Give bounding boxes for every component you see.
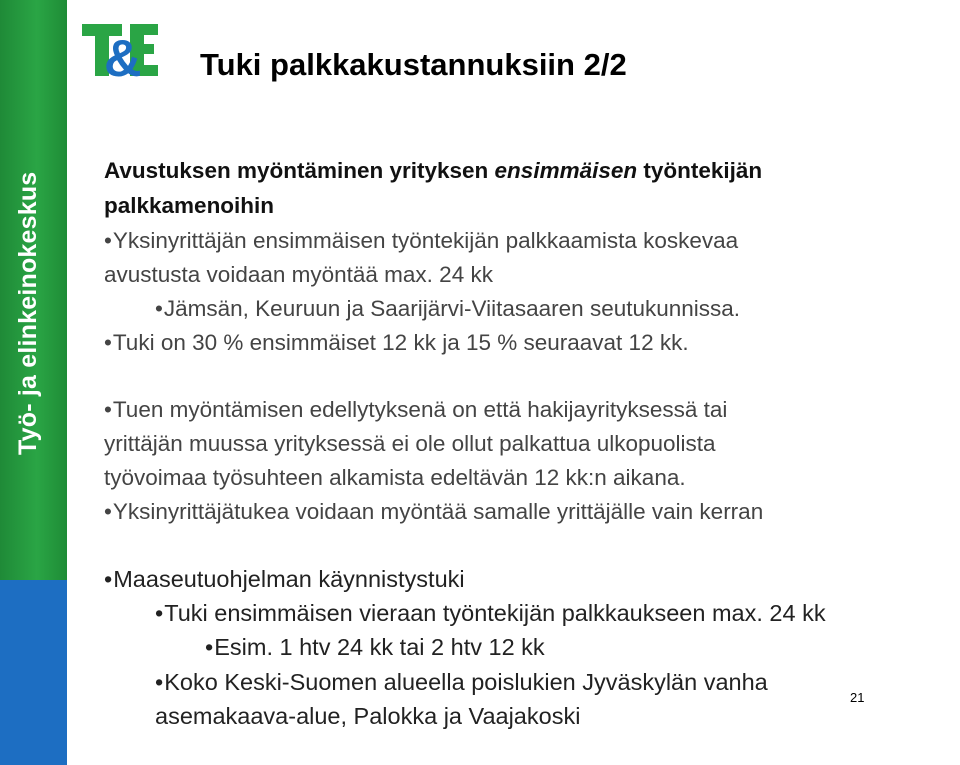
bullet-item [104,566,465,593]
bullet-text-continued: yrittäjän muussa yrityksessä ei ole ollut palkattua ulkopuolista [104,431,716,456]
bullet-text: Koko Keski-Suomen alueella poislukien Jyväskylän vanha [164,669,768,695]
bullet-text: Jämsän, Keuruun ja Saarijärvi-Viitasaaren seutukunnissa. [163,296,741,321]
bullet-text: Yksinyrittäjätukea voidaan myöntää samalle yrittäjälle vain kerran [112,499,764,524]
bullet-icon: • [104,397,112,422]
sidebar-blue-band [0,580,67,765]
bullet-text: Yksinyrittäjän ensimmäisen työntekijän palkkaamista koskevaa [112,228,739,253]
bullet-item [104,499,763,525]
sub-bullet-item [155,600,826,627]
page-title: Tuki palkkakustannuksiin 2/2 [200,47,627,82]
sub-bullet-item [155,669,768,696]
te-logo-icon [80,20,160,80]
bullet-text: Tuen myöntämisen edellytyksenä on että hakijayrityksessä tai [112,397,728,422]
bullet-text: Tuki ensimmäisen vieraan työntekijän palkkaukseen max. 24 kk [164,600,826,626]
sub-sub-bullet-item [205,634,545,661]
bullet-text-continued: avustusta voidaan myöntää max. 24 kk [104,262,493,287]
page-number: 21 [850,690,865,705]
bullet-item [104,228,738,254]
content-heading [104,158,762,184]
svg-text:&: & [104,30,142,80]
heading-part3: työntekijän [637,158,763,183]
bullet-text: Maaseutuohjelman käynnistystuki [113,566,465,592]
bullet-text: Tuki on 30 % ensimmäiset 12 kk ja 15 % seuraavat 12 kk. [112,330,689,355]
sub-bullet-item [155,296,740,322]
bullet-icon: • [104,566,113,592]
heading-emphasis: ensimmäisen [494,158,638,183]
sidebar-vertical-text: Työ- ja elinkeinokeskus [14,171,42,455]
bullet-icon: • [104,499,112,524]
bullet-icon: • [155,669,164,695]
bullet-icon: • [155,600,164,626]
bullet-icon: • [104,228,112,253]
heading-part1: Avustuksen myöntäminen yrityksen [104,158,495,183]
sidebar [0,0,67,765]
bullet-text-continued: asemakaava-alue, Palokka ja Vaajakoski [155,703,581,729]
bullet-item [104,397,727,423]
content-heading-line2: palkkamenoihin [104,193,275,218]
bullet-icon: • [104,330,112,355]
bullet-icon: • [205,634,214,660]
bullet-text-continued: työvoimaa työsuhteen alkamista edeltävän 12 kk:n aikana. [104,465,686,490]
bullet-item [104,330,689,356]
bullet-icon: • [155,296,163,321]
bullet-text: Esim. 1 htv 24 kk tai 2 htv 12 kk [214,634,545,660]
